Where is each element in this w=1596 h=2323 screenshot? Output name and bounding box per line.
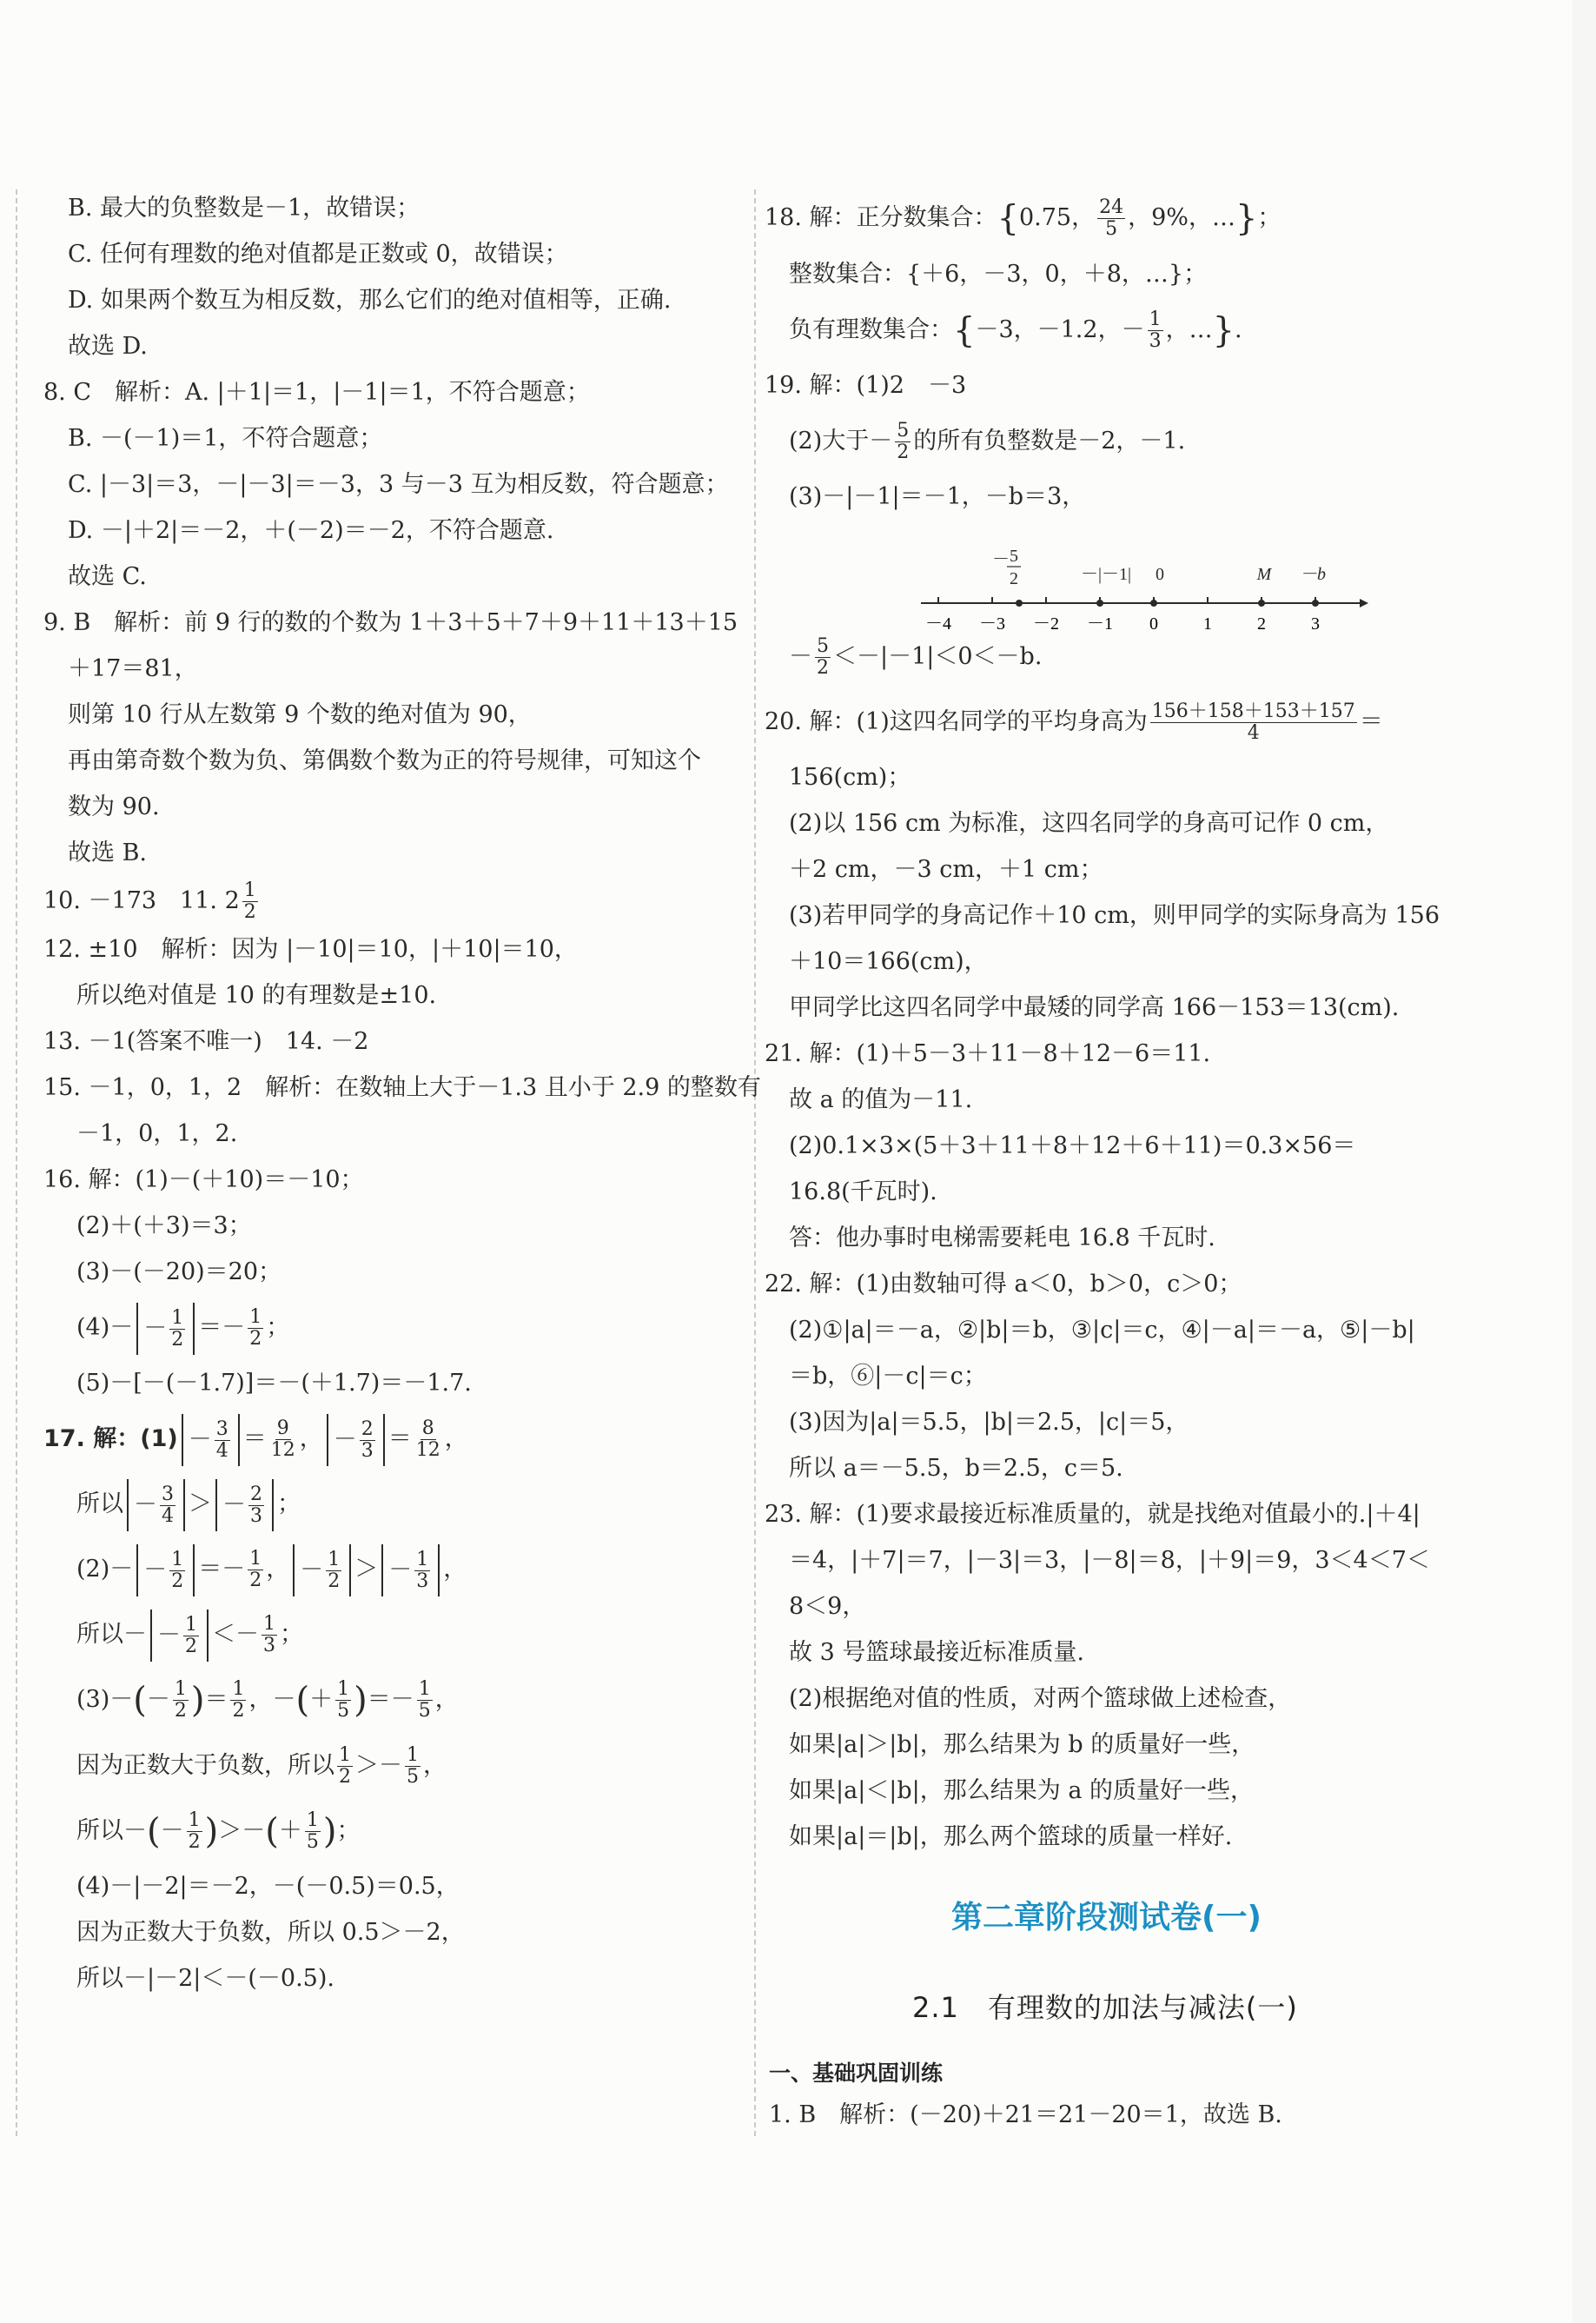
left2-line: 15. －1，0，1，2 解析：在数轴上大于－1.3 且小于 2.9 的整数有	[43, 1074, 761, 1101]
left3-line: 因为正数大于负数，所以 0.5＞－2，	[76, 1919, 465, 1946]
number-line-diagram	[917, 549, 1368, 645]
label-minus: －	[992, 550, 1010, 569]
right-column	[765, 189, 1468, 1864]
point-marker	[1312, 600, 1319, 607]
left-divider	[16, 189, 17, 2136]
right-line: (2)根据绝对值的性质，对两个篮球做上述检查，	[789, 1685, 1292, 1712]
right-line: ＋2 cm，－3 cm，＋1 cm；	[789, 856, 1103, 883]
subsection-title: 一、基础巩固训练	[769, 2061, 944, 2086]
right-line: 甲同学比这四名同学中最矮的同学高 166－153＝13(cm).	[789, 994, 1400, 1021]
left3-line: 所以－|－2|＜－(－0.5).	[76, 1965, 334, 1992]
answer-19-4: － $\frac{5}{2}$ ＜－|－1|＜0＜－b.	[789, 635, 1043, 679]
answer-17-1: 17. 解：(1) － $\frac{3}{4}$ ＝ $\frac{9}{12}$ ， － $\frac{2}{3}$ ＝ $\frac{8}{12}$ ，	[43, 1410, 765, 1468]
answer-18-1: 18. 解：正分数集合：{0.75， $\frac{24}{5}$ ，9%，…}；	[765, 196, 1281, 240]
answer-1: 1. B 解析：(－20)＋21＝21－20＝1，故选 B.	[769, 2101, 1282, 2128]
right-line: 答：他办事时电梯需要耗电 16.8 千瓦时.	[789, 1225, 1215, 1251]
right-line: 22. 解：(1)由数轴可得 a＜0，b＞0，c＞0；	[765, 1271, 1242, 1298]
section-title: 2.1 有理数的加法与减法(一)	[912, 1991, 1298, 2024]
label-den: 2	[1010, 569, 1018, 588]
label-b: －b	[1300, 565, 1326, 584]
left-line: 8. C 解析：A. |＋1|＝1，|－1|＝1，不符合题意；	[43, 379, 590, 406]
left2-line: －1，0，1，2.	[76, 1120, 238, 1147]
left-line: D. －|＋2|＝－2，＋(－2)＝－2，不符合题意.	[68, 517, 554, 544]
right-line: ＋10＝166(cm)，	[789, 948, 988, 975]
left-line: 9. B 解析：前 9 行的数的个数为 1＋3＋5＋7＋9＋11＋13＋15	[43, 609, 738, 636]
answer-18-3: 负有理数集合：{－3，－1.2，－ $\frac{1}{3}$ ，…}.	[789, 308, 1242, 352]
answer-18-2: 整数集合：{＋6，－3，0，＋8，…}；	[789, 260, 1208, 288]
tick-label: 2	[1257, 614, 1266, 634]
answer-17-so1: 所以 － $\frac{3}{4}$ ＞ － $\frac{2}{3}$ ；	[43, 1476, 765, 1533]
left-line: B. －(－1)＝1，不符合题意；	[68, 425, 383, 452]
answer-10-11: 10. －173 11. 2 $\frac{1}{2}$	[43, 879, 256, 923]
right-line: 8＜9，	[789, 1593, 866, 1620]
right-line: 故 3 号篮球最接近标准质量.	[789, 1639, 1084, 1666]
right-line: 156(cm)；	[789, 764, 911, 791]
tick-label: －3	[979, 614, 1005, 634]
right-line: 所以 a＝－5.5，b＝2.5，c＝5.	[789, 1455, 1123, 1482]
right-line: (2)0.1×3×(5＋3＋11＋8＋12＋6＋11)＝0.3×56＝	[789, 1132, 1356, 1159]
answer-17-because: 因为正数大于负数，所以 $\frac{1}{2}$ ＞－ $\frac{1}{5}$ ，	[76, 1743, 447, 1788]
left-line: 故选 C.	[68, 563, 147, 590]
answer-19-3: (3)－|－1|＝－1，－b＝3，	[789, 483, 1086, 510]
label-zero: 0	[1156, 565, 1164, 584]
answer-17-so2: 所以－ － $\frac{1}{2}$ ＜－ $\frac{1}{3}$ ；	[43, 1606, 765, 1663]
left2-line: (2)＋(＋3)＝3；	[76, 1212, 252, 1239]
left-line: 则第 10 行从左数第 9 个数的绝对值为 90，	[68, 701, 532, 728]
right-line: 23. 解：(1)要求最接近标准质量的，就是找绝对值最小的.|＋4|	[765, 1501, 1421, 1528]
right-line: ＝b，⑥|－c|＝c；	[789, 1363, 987, 1390]
answer-17-3: (3)－(－ $\frac{1}{2}$ )＝ $\frac{1}{2}$ ，－(＋ $\frac{1}{5}$ )＝－ $\frac{1}{5}$ ，	[76, 1678, 459, 1722]
answer-17-2: (2)－ － $\frac{1}{2}$ ＝－ $\frac{1}{2}$ ， － $\frac{1}{2}$ ＞ － $\frac{1}{3}$ ，	[43, 1541, 765, 1598]
point-marker	[1150, 600, 1157, 607]
right-line: ＝4，|＋7|＝7，|－3|＝3，|－8|＝8，|＋9|＝9，3＜4＜7＜	[789, 1547, 1430, 1574]
answer-16-4: (4)－ － $\frac{1}{2}$ ＝－ $\frac{1}{2}$ ；	[43, 1299, 765, 1357]
right-line: 16.8(千瓦时).	[789, 1178, 937, 1205]
answer-20-1: 20. 解：(1)这四名同学的平均身高为 $\frac{156+158+153+157}{4}$ ＝	[765, 700, 1383, 744]
right-line: (3)因为|a|＝5.5，|b|＝2.5，|c|＝5，	[789, 1409, 1189, 1436]
tick-label: －2	[1033, 614, 1059, 634]
left-column	[43, 189, 765, 2006]
right-line: (2)①|a|＝－a，②|b|＝b，③|c|＝c，④|－a|＝－a，⑤|－b|	[789, 1317, 1415, 1344]
point-marker	[1096, 600, 1103, 607]
right-line: 21. 解：(1)＋5－3＋11－8＋12－6＝11.	[765, 1040, 1211, 1067]
right-line: (2)以 156 cm 为标准，这四名同学的身高可记作 0 cm，	[789, 810, 1389, 837]
right-line: 如果|a|＞|b|，那么结果为 b 的质量好一些，	[789, 1731, 1255, 1758]
left-line: C. 任何有理数的绝对值都是正数或 0，故错误；	[68, 241, 568, 268]
left-line: 故选 D.	[68, 333, 148, 360]
tick-label: 1	[1203, 614, 1212, 634]
left-line: ＋17＝81，	[68, 655, 198, 682]
arrow-icon	[1360, 599, 1368, 607]
answer-17-so3: 所以－(－ $\frac{1}{2}$ )＞－(＋ $\frac{1}{5}$ )；	[76, 1809, 361, 1853]
fraction: $\frac{1}{2}$	[243, 879, 256, 923]
left-line: B. 最大的负整数是－1，故错误；	[68, 195, 421, 222]
tick-label: －1	[1087, 614, 1113, 634]
label-M: M	[1256, 565, 1272, 584]
tick-label: 3	[1311, 614, 1320, 634]
answer-19-2: (2)大于－ $\frac{5}{2}$ 的所有负整数是－2，－1.	[789, 420, 1186, 463]
left2-line: 所以绝对值是 10 的有理数是±10.	[76, 982, 437, 1009]
answer-19-1: 19. 解：(1)2 －3	[765, 372, 967, 399]
right-line: 如果|a|＝|b|，那么两个篮球的质量一样好.	[789, 1823, 1233, 1850]
left2-line: (3)－(－20)＝20；	[76, 1258, 282, 1285]
right-line: 如果|a|＜|b|，那么结果为 a 的质量好一些，	[789, 1777, 1255, 1804]
right-line: 故 a 的值为－11.	[789, 1086, 973, 1113]
left-line: 故选 B.	[68, 840, 148, 866]
left-line: D. 如果两个数互为相反数，那么它们的绝对值相等，正确.	[68, 287, 672, 314]
left-line: C. |－3|＝3，－|－3|＝－3，3 与－3 互为相反数，符合题意；	[68, 471, 729, 498]
left2-line: 16. 解：(1)－(＋10)＝－10；	[43, 1166, 364, 1193]
chapter-title: 第二章阶段测试卷(一)	[951, 1900, 1262, 1935]
right-line: (3)若甲同学的身高记作＋10 cm，则甲同学的实际身高为 156	[789, 902, 1440, 929]
left3-line: (4)－|－2|＝－2，－(－0.5)＝0.5，	[76, 1873, 460, 1900]
left-line: 再由第奇数个数为负、第偶数个数为正的符号规律，可知这个	[68, 747, 701, 774]
label-abs: －|－1|	[1080, 565, 1132, 584]
tick-label: －4	[925, 614, 951, 634]
tick-label: 0	[1149, 614, 1158, 634]
left-line: 数为 90.	[68, 793, 160, 820]
answer-16-5: (5)－[－(－1.7)]＝－(＋1.7)＝－1.7.	[76, 1370, 472, 1397]
left2-line: 13. －1(答案不唯一) 14. －2	[43, 1028, 369, 1055]
point-marker	[1016, 600, 1023, 607]
left2-line: 12. ±10 解析：因为 |－10|＝10，|＋10|＝10，	[43, 936, 578, 963]
point-marker	[1258, 600, 1265, 607]
label-num: 5	[1010, 549, 1018, 566]
